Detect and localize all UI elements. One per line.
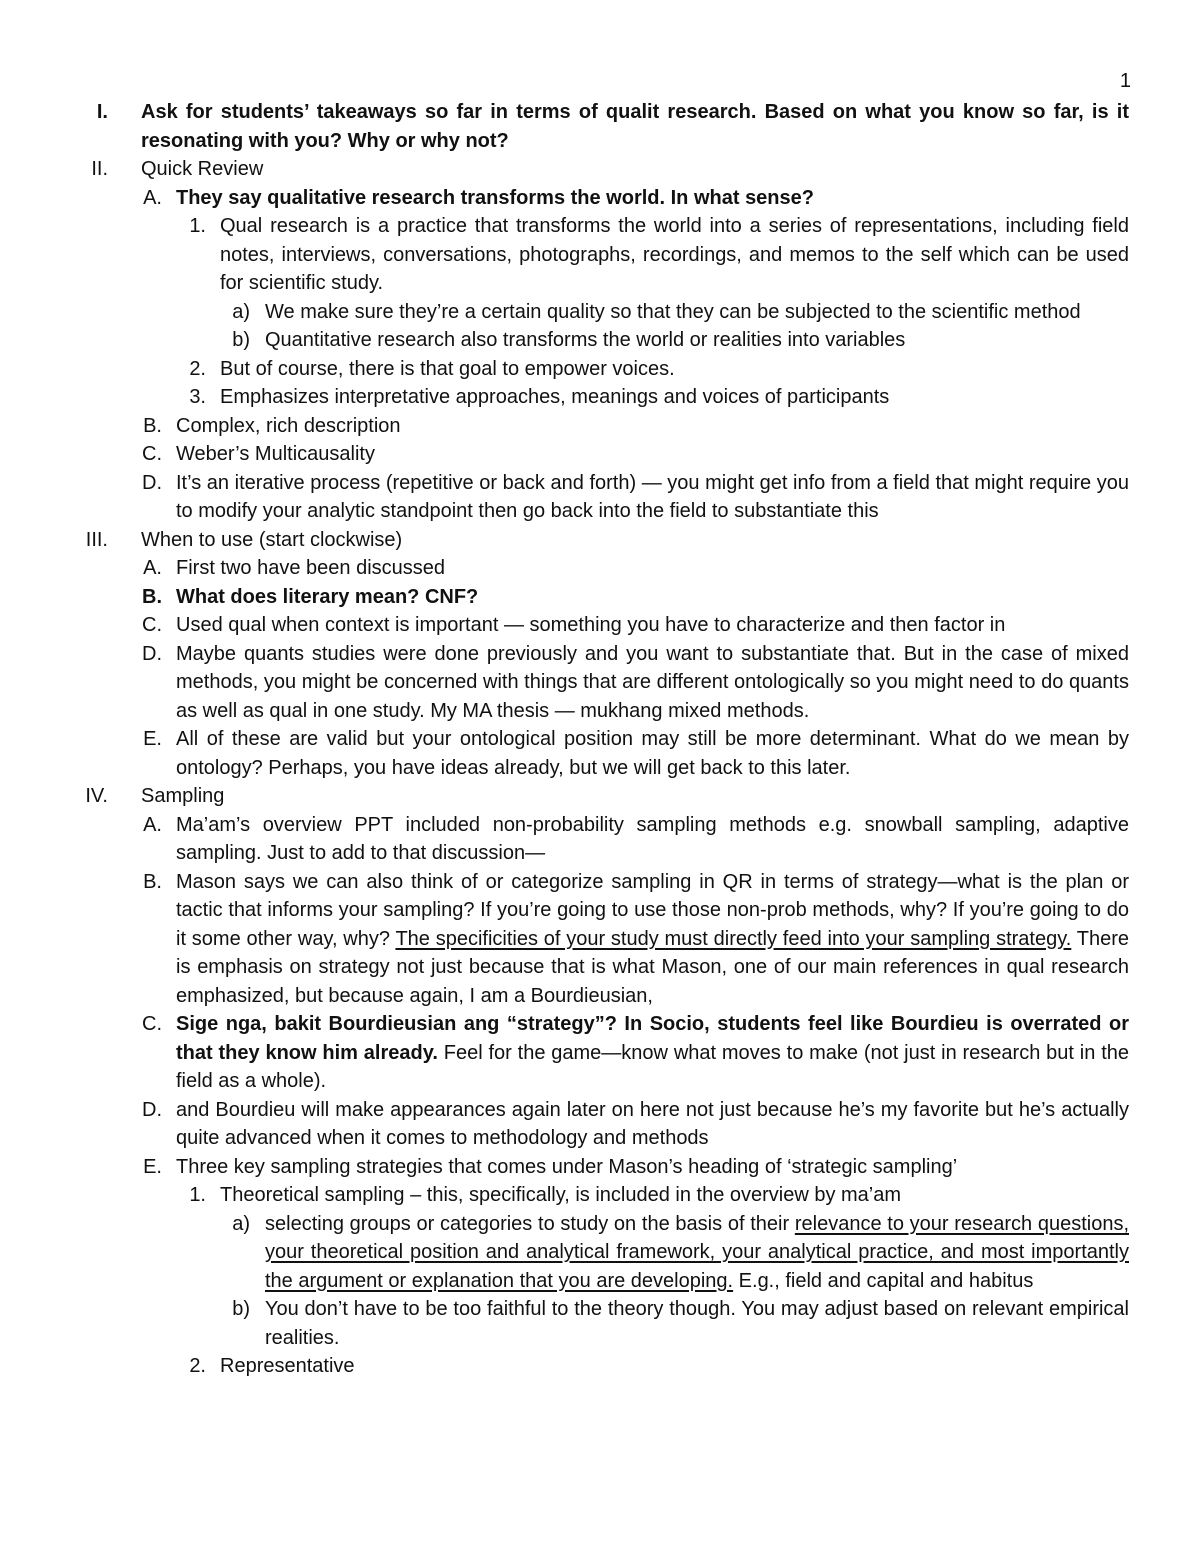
section-marker: I. bbox=[96, 101, 108, 123]
item-text: They say qualitative research transforms the world. In what sense? bbox=[176, 186, 814, 209]
underlined-text: The specificities of your study must directly feed into your sampling strategy. bbox=[395, 927, 1072, 950]
list-item bbox=[0, 412, 1129, 441]
bold-text: Sige nga, bakit Bourdieusian ang “strategy”? In Socio, students feel like Bourdieu is overrated or that they know him already. bbox=[176, 1013, 1129, 1064]
item-text: You don’t have to be too faithful to the theory though. You may adjust based on relevant empirical realities. bbox=[265, 1298, 1129, 1349]
item-marker: b) bbox=[232, 1298, 250, 1320]
list-item bbox=[0, 1153, 1129, 1182]
item-text: It’s an iterative process (repetitive or back and forth) — you might get info from a field that might require you to modify your analytic standpoint then go back into the field to substantiate this bbox=[176, 471, 1129, 522]
page-number: 1 bbox=[1119, 70, 1131, 92]
item-marker: B. bbox=[143, 414, 162, 437]
list-item bbox=[0, 868, 1129, 1011]
list-item bbox=[0, 640, 1129, 726]
item-text: Three key sampling strategies that comes under Mason’s heading of ‘strategic sampling’ bbox=[176, 1155, 958, 1178]
item-text: Feel for the game—know what moves to make (not just in research but in the field as a whole). bbox=[176, 1041, 1129, 1092]
list-item bbox=[0, 1010, 1129, 1096]
section-text: Quick Review bbox=[141, 158, 264, 180]
item-text: Qual research is a practice that transforms the world into a series of representations, including field notes, interviews, conversations, photographs, recordings, and memos to the self which can be used for scientific study. bbox=[220, 215, 1129, 294]
item-text: Representative bbox=[220, 1355, 355, 1377]
list-item bbox=[0, 184, 1129, 213]
section-marker: II. bbox=[91, 158, 108, 180]
item-marker: A. bbox=[143, 557, 162, 579]
item-text: selecting groups or categories to study on the basis of their bbox=[265, 1212, 795, 1235]
item-marker: A. bbox=[143, 813, 162, 836]
list-item bbox=[0, 383, 1129, 412]
item-text: But of course, there is that goal to empower voices. bbox=[220, 357, 675, 380]
item-text: Complex, rich description bbox=[176, 414, 401, 437]
item-marker: D. bbox=[142, 1098, 162, 1121]
item-text: There is emphasis on strategy not just because that is what Mason, one of our main references in qual research emphasized, but because again, I am a Bourdieusian, bbox=[176, 927, 1129, 1007]
item-text: E.g., field and capital and habitus bbox=[733, 1269, 1034, 1292]
list-item bbox=[0, 1096, 1129, 1153]
item-marker: C. bbox=[142, 1013, 162, 1035]
list-item bbox=[0, 611, 1129, 640]
item-marker: 2. bbox=[189, 357, 206, 380]
item-text: Mason says we can also think of or categorize sampling in QR in terms of strategy—what is the plan or tactic that informs your sampling? If you’re going to use those non-prob methods, why? If you’re going to do it some other way, why? bbox=[176, 870, 1129, 950]
list-item bbox=[0, 326, 1129, 355]
item-marker: B. bbox=[142, 585, 162, 608]
item-marker: A. bbox=[143, 186, 162, 209]
item-marker: 2. bbox=[189, 1355, 206, 1377]
item-marker: E. bbox=[143, 728, 162, 750]
item-marker: 1. bbox=[189, 215, 206, 237]
section-marker: IV. bbox=[85, 785, 108, 807]
item-marker: a) bbox=[232, 1212, 250, 1235]
list-item bbox=[0, 811, 1129, 868]
item-marker: 1. bbox=[189, 1184, 206, 1206]
item-marker: D. bbox=[142, 642, 162, 665]
item-text: Used qual when context is important — something you have to characterize and then factor in bbox=[176, 614, 1006, 636]
item-text: What does literary mean? CNF? bbox=[176, 585, 479, 608]
section-1 bbox=[0, 98, 1129, 155]
item-marker: E. bbox=[143, 1155, 162, 1178]
list-item bbox=[0, 1210, 1129, 1296]
list-item bbox=[0, 1352, 1129, 1381]
item-marker: C. bbox=[142, 443, 162, 465]
section-text: When to use (start clockwise) bbox=[141, 528, 403, 551]
section-3 bbox=[0, 526, 1129, 555]
list-item bbox=[0, 583, 1129, 612]
list-item bbox=[0, 1181, 1129, 1210]
list-item bbox=[0, 298, 1129, 327]
item-text: Emphasizes interpretative approaches, meanings and voices of participants bbox=[220, 386, 890, 408]
section-2 bbox=[0, 155, 1129, 184]
item-marker: a) bbox=[232, 300, 250, 323]
item-text: We make sure they’re a certain quality so that they can be subjected to the scientific method bbox=[265, 300, 1081, 323]
section-text: Ask for students’ takeaways so far in terms of qualit research. Based on what you know so far, is it resonating with you? Why or why not? bbox=[141, 101, 1129, 152]
list-item bbox=[0, 1295, 1129, 1352]
item-text: Quantitative research also transforms the world or realities into variables bbox=[265, 329, 906, 351]
item-text: Theoretical sampling – this, specifically, is included in the overview by ma’am bbox=[220, 1184, 902, 1206]
item-text: All of these are valid but your ontological position may still be more determinant. What do we mean by ontology? Perhaps, you have ideas already, but we will get back to this later. bbox=[176, 728, 1129, 779]
section-4 bbox=[0, 782, 1129, 811]
item-marker: b) bbox=[232, 329, 250, 351]
list-item bbox=[0, 440, 1129, 469]
item-marker: C. bbox=[142, 614, 162, 636]
item-text: First two have been discussed bbox=[176, 557, 446, 579]
item-marker: 3. bbox=[189, 386, 206, 408]
section-text: Sampling bbox=[141, 785, 225, 807]
section-marker: III. bbox=[85, 528, 108, 551]
item-marker: B. bbox=[143, 870, 162, 893]
list-item bbox=[0, 725, 1129, 782]
list-item bbox=[0, 469, 1129, 526]
list-item bbox=[0, 355, 1129, 384]
item-text: and Bourdieu will make appearances again later on here not just because he’s my favorite but he’s actually quite advanced when it comes to methodology and methods bbox=[176, 1098, 1129, 1149]
item-marker: D. bbox=[142, 471, 162, 494]
item-text: Weber’s Multicausality bbox=[176, 443, 375, 465]
list-item bbox=[0, 554, 1129, 583]
item-text: Ma’am’s overview PPT included non-probability sampling methods e.g. snowball sampling, adaptive sampling. Just to add to that discussion— bbox=[176, 813, 1129, 864]
list-item bbox=[0, 212, 1129, 298]
outline bbox=[0, 98, 1200, 1381]
underlined-text: relevance to your research questions, your theoretical position and analytical framework, your analytical practice, and most importantly the argument or explanation that you are developing. bbox=[265, 1212, 1130, 1292]
item-text: Maybe quants studies were done previously and you want to substantiate that. But in the case of mixed methods, you might be concerned with things that are different ontologically so you might need to do quants as well as qual in one study. My MA thesis — mukhang mixed methods. bbox=[176, 642, 1129, 722]
